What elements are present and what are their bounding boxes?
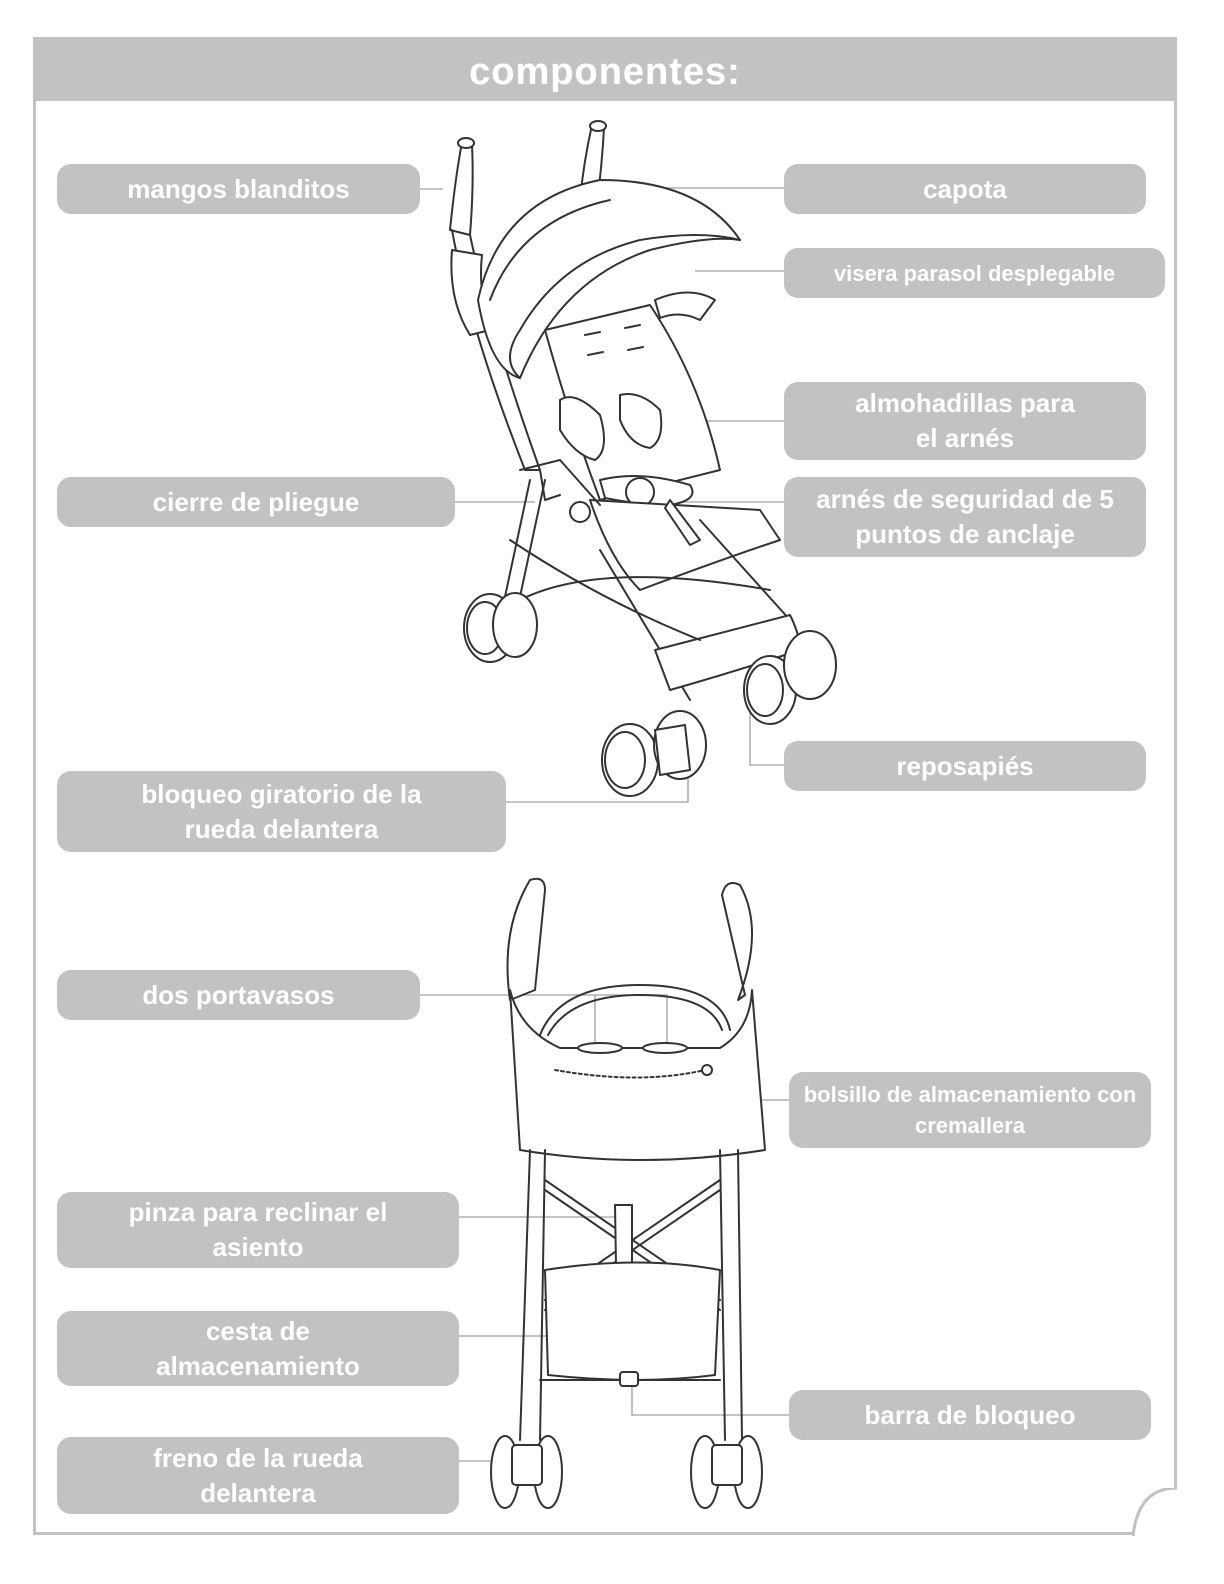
label-recline-clip: pinza para reclinar el asiento [57, 1192, 459, 1268]
label-harness-pads: almohadillas para el arnés [784, 382, 1146, 460]
label-zip-pocket: bolsillo de almacenamiento con cremallera [789, 1072, 1151, 1148]
label-footrest: reposapiés [784, 741, 1146, 791]
label-sun-visor: visera parasol desplegable [784, 248, 1165, 298]
label-front-swivel-lock: bloqueo giratorio de la rueda delantera [57, 771, 506, 852]
label-storage-basket: cesta de almacenamiento [57, 1311, 459, 1386]
label-cup-holders: dos portavasos [57, 970, 420, 1020]
label-lock-bar: barra de bloqueo [789, 1390, 1151, 1440]
label-fold-latch: cierre de pliegue [57, 477, 455, 527]
label-soft-handles: mangos blanditos [57, 164, 420, 214]
label-front-wheel-brake: freno de la rueda delantera [57, 1437, 459, 1514]
page-title: componentes: [33, 37, 1177, 101]
label-canopy: capota [784, 164, 1146, 214]
label-five-point-harness: arnés de seguridad de 5 puntos de anclaje [784, 477, 1146, 557]
